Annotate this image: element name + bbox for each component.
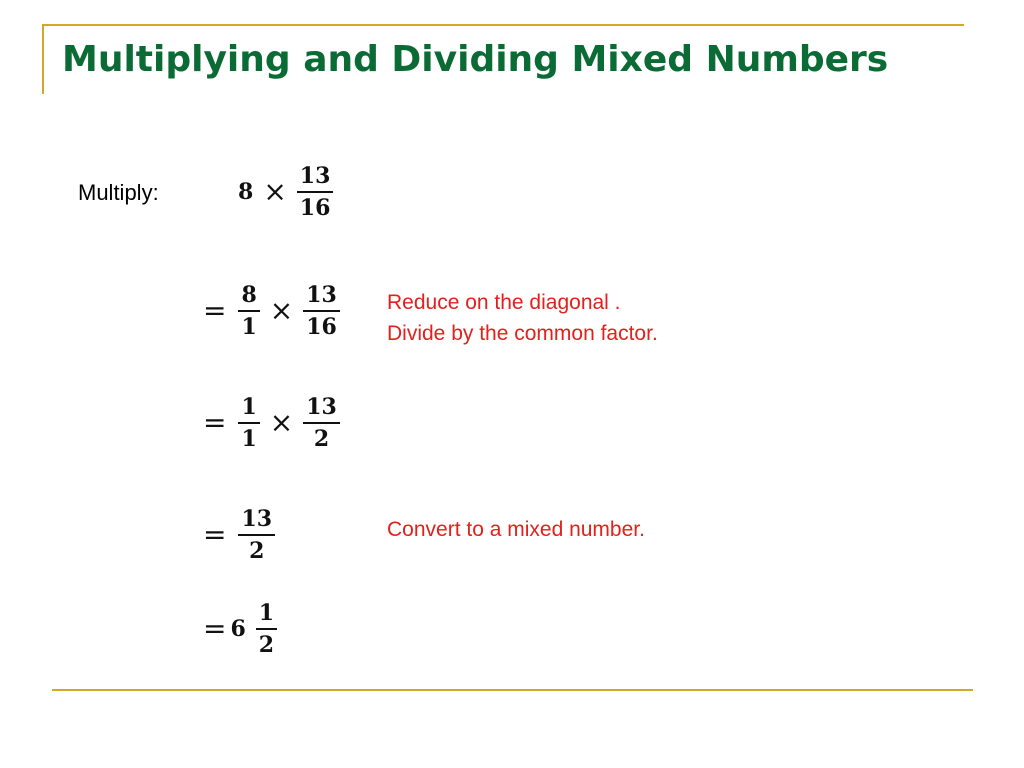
fraction-numerator: 13 — [238, 506, 275, 536]
multiply-sign: × — [269, 406, 294, 439]
step-1-fraction-b — [303, 282, 340, 340]
step-1-expression — [203, 282, 340, 340]
mixed-whole: 6 — [230, 616, 246, 642]
fraction-numerator: 8 — [238, 282, 259, 312]
frame-left-rule — [42, 24, 44, 94]
step-3-expression — [203, 506, 275, 564]
frame-top-rule — [42, 24, 964, 26]
reduce-note-line-2: Divide by the common factor. — [387, 322, 658, 345]
fraction-numerator: 1 — [238, 394, 259, 424]
equals-sign: = — [203, 406, 227, 439]
multiply-label: Multiply: — [78, 180, 159, 205]
fraction-numerator: 13 — [303, 282, 340, 312]
step-2-fraction-b — [303, 394, 340, 452]
fraction-denominator: 16 — [299, 195, 331, 221]
fraction-denominator: 1 — [241, 314, 257, 340]
equals-sign: = — [203, 612, 227, 645]
step-1-fraction-a — [238, 282, 259, 340]
frame-bottom-rule — [52, 689, 973, 691]
slide-title: Multiplying and Dividing Mixed Numbers — [62, 39, 889, 80]
reduce-note-line-1: Reduce on the diagonal . — [387, 291, 621, 314]
fraction-numerator: 1 — [256, 600, 277, 630]
equals-sign: = — [203, 518, 227, 551]
multiply-sign: × — [269, 294, 294, 327]
fraction-numerator: 13 — [303, 394, 340, 424]
fraction-denominator: 16 — [306, 314, 337, 340]
step-3-fraction — [238, 506, 275, 564]
step-4-fraction — [256, 600, 277, 658]
equals-sign: = — [203, 294, 227, 327]
step-2-expression — [203, 394, 340, 452]
fraction-denominator: 2 — [249, 538, 265, 564]
reduce-note — [387, 287, 658, 349]
fraction-denominator: 1 — [241, 426, 257, 452]
step-2-fraction-a — [238, 394, 259, 452]
step-4-expression — [203, 600, 277, 658]
fraction-denominator: 2 — [313, 426, 330, 452]
convert-note: Convert to a mixed number. — [387, 518, 645, 541]
problem-fraction — [297, 163, 334, 221]
fraction-numerator: 13 — [297, 163, 334, 193]
problem-expression — [238, 163, 333, 221]
problem-whole: 8 — [238, 179, 254, 205]
multiply-sign: × — [263, 175, 287, 208]
fraction-denominator: 2 — [258, 632, 275, 658]
